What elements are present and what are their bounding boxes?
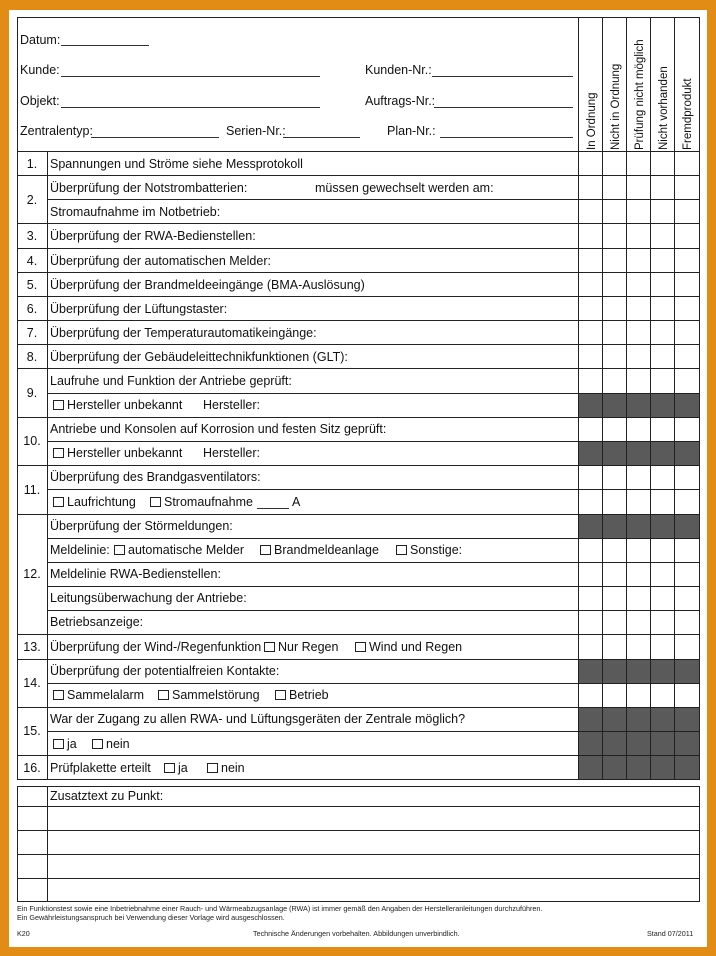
row-number: 4. bbox=[26, 254, 38, 268]
row-number: 15. bbox=[23, 724, 41, 738]
additional-text-label: Zusatztext zu Punkt: bbox=[50, 789, 164, 803]
checkbox[interactable] bbox=[114, 545, 125, 555]
row-line bbox=[17, 755, 700, 756]
shaded-cells-14a bbox=[578, 659, 699, 683]
row-13-text: Überprüfung der Wind-/Regenfunktion bbox=[50, 640, 262, 654]
row-line bbox=[17, 514, 700, 515]
row-number: 13. bbox=[23, 640, 41, 654]
option-label: nein bbox=[106, 737, 130, 751]
plan-nr-label: Plan-Nr.: bbox=[387, 124, 436, 138]
footer-version: Stand 07/2011 bbox=[647, 929, 694, 938]
checkbox[interactable] bbox=[150, 497, 161, 507]
option-label: automatische Melder bbox=[128, 543, 245, 557]
row-9-text: Laufruhe und Funktion der Antriebe geprüft: bbox=[50, 374, 292, 388]
row-8-text: Überprüfung der Gebäudeleittechnikfunktionen (GLT): bbox=[50, 350, 348, 364]
checkbox[interactable] bbox=[92, 739, 103, 749]
row-14-operation-option[interactable] bbox=[275, 689, 329, 702]
row-16-text: Prüfplakette erteilt bbox=[50, 761, 151, 775]
auftrags-nr-label: Auftrags-Nr.: bbox=[365, 94, 436, 108]
checkbox[interactable] bbox=[207, 763, 218, 773]
checkbox[interactable] bbox=[355, 642, 366, 652]
row-line bbox=[17, 634, 700, 635]
row-11-unit: A bbox=[292, 495, 301, 509]
row-number: 2. bbox=[26, 193, 38, 207]
row-line bbox=[17, 175, 700, 176]
row-number: 14. bbox=[23, 676, 41, 690]
kunde-label: Kunde: bbox=[20, 63, 60, 77]
row-number: 1. bbox=[26, 157, 38, 171]
col-nicht-in-ordnung: Nicht in Ordnung bbox=[610, 63, 622, 150]
shaded-cells-10b bbox=[578, 441, 699, 465]
row-11-current-option[interactable] bbox=[150, 496, 253, 509]
checkbox[interactable] bbox=[53, 448, 64, 458]
row-11-direction-option[interactable] bbox=[53, 496, 136, 509]
plan-nr-line[interactable] bbox=[440, 137, 573, 138]
zentralentyp-label: Zentralentyp: bbox=[20, 124, 93, 138]
row-13-wind-rain-option[interactable] bbox=[355, 641, 462, 654]
row-11-current-line[interactable] bbox=[257, 508, 289, 509]
option-label: ja bbox=[67, 737, 77, 751]
additional-text-table bbox=[17, 786, 700, 902]
row-line bbox=[17, 223, 700, 224]
option-label: Sammelalarm bbox=[67, 688, 145, 702]
checkbox[interactable] bbox=[53, 739, 64, 749]
row-11-text: Überprüfung des Brandgasventilators: bbox=[50, 470, 261, 484]
row-line bbox=[17, 248, 700, 249]
additional-text-row[interactable] bbox=[17, 854, 700, 855]
checkbox[interactable] bbox=[396, 545, 407, 555]
row-2-text: Überprüfung der Notstrombatterien: bbox=[50, 181, 248, 195]
option-label: Laufrichtung bbox=[67, 495, 136, 509]
row-1-text: Spannungen und Ströme siehe Messprotokoll bbox=[50, 157, 303, 171]
additional-text-row[interactable] bbox=[17, 830, 700, 831]
auftrags-nr-line[interactable] bbox=[434, 107, 573, 108]
shaded-cells-9b bbox=[578, 393, 699, 417]
objekt-label: Objekt: bbox=[20, 94, 60, 108]
checkbox[interactable] bbox=[260, 545, 271, 555]
row-14-text: Überprüfung der potentialfreien Kontakte: bbox=[50, 664, 280, 678]
row-10-text: Antriebe und Konsolen auf Korrosion und festen Sitz geprüft: bbox=[50, 422, 387, 436]
kunde-line[interactable] bbox=[61, 76, 320, 77]
row-2-current-text: Stromaufnahme im Notbetrieb: bbox=[50, 205, 221, 219]
row-number: 5. bbox=[26, 278, 38, 292]
option-label: nein bbox=[221, 761, 245, 775]
footer-form-code: K20 bbox=[17, 929, 30, 938]
objekt-line[interactable] bbox=[61, 107, 320, 108]
row-12-monitoring-text: Leitungsüberwachung der Antriebe: bbox=[50, 591, 247, 605]
check-column-divider bbox=[674, 17, 675, 780]
row-line bbox=[17, 417, 700, 418]
serien-nr-label: Serien-Nr.: bbox=[226, 124, 286, 138]
row-number: 11. bbox=[23, 483, 41, 497]
checkbox[interactable] bbox=[164, 763, 175, 773]
row-12-rwa-text: Meldelinie RWA-Bedienstellen: bbox=[50, 567, 221, 581]
row-line bbox=[17, 659, 700, 660]
option-label: Nur Regen bbox=[278, 640, 339, 654]
col-in-ordnung: In Ordnung bbox=[586, 92, 598, 150]
row-7-text: Überprüfung der Temperaturautomatikeingänge: bbox=[50, 326, 317, 340]
option-label: Hersteller unbekannt bbox=[67, 446, 183, 460]
row-10-unknown-option[interactable] bbox=[53, 447, 182, 460]
row-line bbox=[17, 344, 700, 345]
option-label: Hersteller unbekannt bbox=[67, 398, 183, 412]
row-15-no-option[interactable] bbox=[92, 738, 130, 751]
row-13-rain-option[interactable] bbox=[264, 641, 338, 654]
row-12-auto-detector-option[interactable] bbox=[114, 544, 244, 557]
datum-line[interactable] bbox=[61, 45, 149, 46]
row-number: 8. bbox=[26, 350, 38, 364]
row-number: 6. bbox=[26, 302, 38, 316]
col-nicht-vorhanden: Nicht vorhanden bbox=[658, 66, 670, 150]
additional-text-row[interactable] bbox=[17, 806, 700, 807]
row-5-text: Überprüfung der Brandmeldeeingänge (BMA-Auslösung) bbox=[50, 278, 365, 292]
number-column-divider bbox=[47, 151, 48, 780]
option-label: Betrieb bbox=[289, 688, 329, 702]
option-label: Sammelstörung bbox=[172, 688, 260, 702]
row-number: 16. bbox=[23, 761, 41, 775]
check-column-divider bbox=[578, 17, 579, 780]
check-column-divider bbox=[626, 17, 627, 780]
row-number: 10. bbox=[23, 434, 41, 448]
row-16-yes-option[interactable] bbox=[164, 762, 188, 775]
col-pruefung-nicht-moeglich: Prüfung nicht möglich bbox=[634, 39, 646, 150]
row-line bbox=[17, 320, 700, 321]
row-10-manufacturer-text: Hersteller: bbox=[203, 446, 260, 460]
additional-text-row[interactable] bbox=[17, 878, 700, 879]
row-16-no-option[interactable] bbox=[207, 762, 245, 775]
row-line bbox=[17, 151, 700, 152]
kunden-nr-line[interactable] bbox=[432, 76, 573, 77]
row-9-manufacturer-text: Hersteller: bbox=[203, 398, 260, 412]
row-12-fire-alarm-option[interactable] bbox=[260, 544, 379, 557]
additional-text-divider bbox=[47, 786, 48, 902]
checkbox[interactable] bbox=[264, 642, 275, 652]
row-number: 12. bbox=[23, 567, 41, 581]
footer-disclaimer-1: Ein Funktionstest sowie eine Inbetriebnahme einer Rauch- und Wärmeabzugsanlage (RWA) ist immer gemäß den Angaben der Herstelleranleitungen durchzuführen. bbox=[17, 904, 543, 913]
row-number: 9. bbox=[26, 386, 38, 400]
row-12-indicator-text: Betriebsanzeige: bbox=[50, 615, 144, 629]
check-column-divider bbox=[650, 17, 651, 780]
row-12-text: Überprüfung der Störmeldungen: bbox=[50, 519, 233, 533]
row-12-line-label: Meldelinie: bbox=[50, 543, 110, 557]
check-column-divider bbox=[602, 17, 603, 780]
inspection-form bbox=[9, 10, 707, 947]
checkbox[interactable] bbox=[275, 690, 286, 700]
row-9-unknown-option[interactable] bbox=[53, 399, 182, 412]
row-number: 7. bbox=[26, 326, 38, 340]
checkbox[interactable] bbox=[53, 497, 64, 507]
row-line bbox=[17, 707, 700, 708]
checkbox[interactable] bbox=[158, 690, 169, 700]
row-line bbox=[17, 465, 700, 466]
option-label: Wind und Regen bbox=[369, 640, 463, 654]
row-line bbox=[17, 296, 700, 297]
row-2-exchange-text: müssen gewechselt werden am: bbox=[315, 181, 494, 195]
checkbox[interactable] bbox=[53, 400, 64, 410]
checkbox[interactable] bbox=[53, 690, 64, 700]
row-14-collective-fault-option[interactable] bbox=[158, 689, 260, 702]
row-line bbox=[17, 272, 700, 273]
serien-nr-line[interactable] bbox=[283, 137, 360, 138]
row-15-text: War der Zugang zu allen RWA- und Lüftungsgeräten der Zentrale möglich? bbox=[50, 712, 466, 726]
col-fremdprodukt: Fremdprodukt bbox=[682, 78, 694, 150]
shaded-cells-15 bbox=[578, 707, 699, 779]
row-4-text: Überprüfung der automatischen Melder: bbox=[50, 254, 271, 268]
footer-disclaimer-2: Ein Gewährleistungsanspruch bei Verwendung dieser Vorlage wird ausgeschlossen. bbox=[17, 913, 285, 922]
row-15-yes-option[interactable] bbox=[53, 738, 77, 751]
row-line bbox=[17, 368, 700, 369]
shaded-cells-12a bbox=[578, 514, 699, 538]
row-3-text: Überprüfung der RWA-Bedienstellen: bbox=[50, 229, 256, 243]
option-label: Stromaufnahme bbox=[164, 495, 253, 509]
row-number: 3. bbox=[26, 229, 38, 243]
option-label: ja bbox=[178, 761, 188, 775]
datum-label: Datum: bbox=[20, 33, 61, 47]
option-label: Sonstige: bbox=[410, 543, 463, 557]
row-6-text: Überprüfung der Lüftungstaster: bbox=[50, 302, 228, 316]
footer-changes-note: Technische Änderungen vorbehalten. Abbildungen unverbindlich. bbox=[253, 929, 460, 938]
row-14-collective-alarm-option[interactable] bbox=[53, 689, 144, 702]
option-label: Brandmeldeanlage bbox=[274, 543, 379, 557]
zentralentyp-line[interactable] bbox=[91, 137, 219, 138]
kunden-nr-label: Kunden-Nr.: bbox=[365, 63, 432, 77]
row-12-other-option[interactable] bbox=[396, 544, 462, 557]
